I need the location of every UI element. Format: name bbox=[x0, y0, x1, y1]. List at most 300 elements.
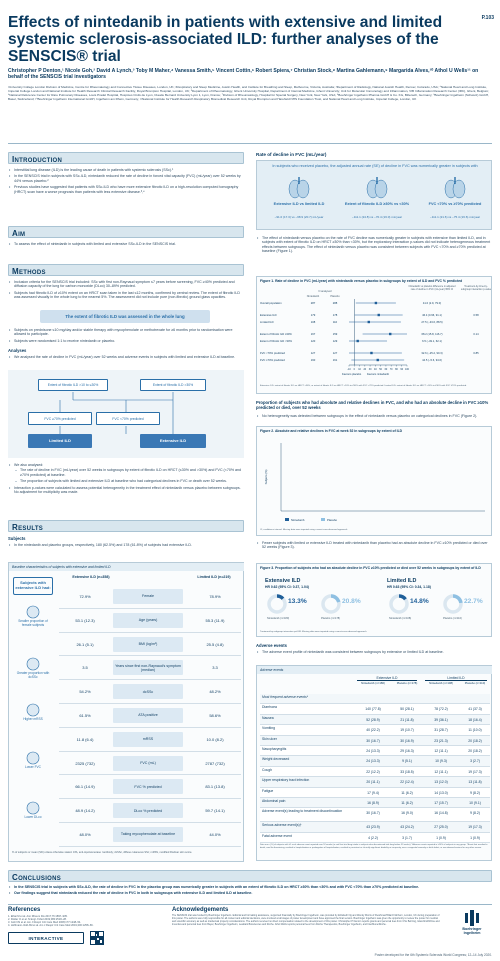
flow-box-fvc-high: FVC ≥70% predicted bbox=[28, 412, 92, 425]
forest-n-placebo: 110 bbox=[332, 321, 338, 324]
adverse-col-head: Placebo (n=178) bbox=[396, 681, 418, 685]
forest-row-label: Extent of fibrotic ILD ≥30% bbox=[260, 333, 292, 336]
adverse-cell: 19 (10.7) bbox=[400, 728, 414, 733]
adverse-cell: 30 (16.7) bbox=[366, 811, 380, 816]
baseline-cell-extensive: 26.1 (5.1) bbox=[76, 641, 94, 647]
logo-line-1: Boehringer bbox=[462, 927, 482, 931]
baseline-row bbox=[59, 633, 241, 657]
forest-tick-label: 30 bbox=[368, 368, 372, 371]
baseline-side-title: Subjects with extensive ILD had: bbox=[13, 577, 53, 595]
forest-tick-label: 10 bbox=[358, 368, 361, 371]
adverse-cell: 30 (16.7) bbox=[366, 738, 380, 743]
conclusions-bullet: • In the SENSCIS trial in subjects with SSc-ILD, the rate of decline in FVC in the placebo group was numerically greater in subjects with an extent of fibrotic ILD on HRCT ≥30% than <30% and with FVC <70% than ≥70% predicted at baseline. bbox=[8, 885, 492, 889]
baseline-cell-label: FVC % predicted bbox=[113, 779, 183, 794]
callout-label: Smaller proportion of female subjects bbox=[18, 619, 48, 627]
adverse-cell: 19 (17.3) bbox=[468, 825, 482, 830]
baseline-cell-label: DLco % predicted bbox=[113, 803, 183, 818]
adverse-cell: 16 (14.8) bbox=[434, 811, 448, 816]
adverse-cell: 43 (24.2) bbox=[400, 825, 414, 830]
figure-1-col-placebo: Placebo bbox=[330, 295, 340, 298]
adverse-cell: 9 (5.1) bbox=[402, 759, 412, 764]
introduction-bullet: • Previous studies have suggested that patients with SSc-ILD who have more extensive fibrotic ILD on a high-resolution computed tomography (HRCT) scan have a worse prognosis than patients with less extensive disease.³,⁴ bbox=[8, 185, 244, 194]
rate-icon-label: Extensive ILD vs limited ILD bbox=[273, 202, 325, 206]
forest-row-label: FVC ≥70% predicted bbox=[260, 359, 285, 362]
adverse-col-heads bbox=[357, 682, 491, 692]
forest-plot bbox=[257, 299, 493, 381]
adverse-cell: 9 (8.2) bbox=[470, 790, 480, 795]
forest-tick-label: 80 bbox=[395, 368, 398, 371]
adverse-cell: 12 (11.1) bbox=[434, 749, 448, 753]
baseline-cell-limited: 44.0% bbox=[209, 832, 221, 837]
adverse-events-table bbox=[256, 665, 492, 861]
adverse-cell: 13 (12.0) bbox=[434, 780, 448, 785]
introduction-bullet: • Interstitial lung disease (ILD) is the leading cause of death in patients with systemic sclerosis (SSc).¹ bbox=[8, 168, 244, 172]
baseline-col-limited: Limited ILD (n=219) bbox=[197, 575, 231, 579]
proportion-bullet: • No heterogeneity was detected between subgroups in the effect of nintedanib versus placebo on categorical declines in FVC (Figure 2). bbox=[256, 414, 492, 418]
methods-list-2 bbox=[8, 328, 244, 345]
forest-n-nintedanib: 108 bbox=[310, 321, 316, 324]
rate-icon-value: −111.1 (24.8) vs −70.4 (16.0) mL/year bbox=[351, 215, 403, 219]
forest-n-nintedanib: 167 bbox=[310, 333, 316, 336]
adverse-label: Adverse events bbox=[256, 643, 287, 648]
forest-tick-label: 40 bbox=[374, 368, 377, 371]
conclusions-list bbox=[8, 885, 492, 898]
adverse-cell: 3 (2.7) bbox=[470, 759, 480, 764]
adverse-cell: 11 (10.0) bbox=[468, 728, 482, 733]
donut-icon bbox=[389, 594, 409, 614]
adverse-cell: 1 (0.9) bbox=[470, 835, 480, 840]
rate-icon-block bbox=[341, 175, 413, 229]
methods-bullet: • Inclusion criteria for the SENSCIS trial included: SSc with first non-Raynaud symptom ≤7 years before screening, FVC ≥40% predicted and diffusion capacity of the lung for carbon monoxide (DLco) 30–89% predicted. bbox=[8, 280, 244, 289]
baseline-cell-label: ATA positive bbox=[113, 708, 183, 723]
adverse-cell: 24 (13.3) bbox=[366, 759, 380, 764]
baseline-cell-extensive: 72.9% bbox=[79, 594, 91, 599]
rate-icon-block bbox=[263, 175, 335, 229]
adverse-bullet: • The adverse event profile of nintedanib was consistent between subgroups by extensive or limited ILD at baseline. bbox=[256, 650, 492, 654]
adverse-row-label: Upper respiratory tract infection bbox=[262, 778, 310, 783]
adverse-cell: 52 (28.9) bbox=[366, 717, 380, 722]
aim-bullet: • To assess the effect of nintedanib in subjects with limited and extensive SSc-ILD in the SENSCIS trial. bbox=[8, 242, 244, 246]
baseline-cell-limited: 59.7 (14.1) bbox=[205, 808, 225, 814]
callout-label: Higher mRSS bbox=[23, 717, 43, 721]
figure-1-panel bbox=[256, 276, 492, 394]
adverse-cell: 13 (11.8) bbox=[468, 780, 482, 785]
donut-limited-nintedanib bbox=[389, 592, 439, 626]
donut-extensive-placebo bbox=[321, 592, 371, 626]
baseline-cell-label: dcSSc bbox=[113, 684, 183, 699]
adverse-row bbox=[260, 788, 490, 798]
footer-divider bbox=[8, 904, 492, 905]
rate-icon-label: FVC <70% vs ≥70% predicted bbox=[428, 202, 482, 206]
baseline-cell-extensive: 61.5% bbox=[79, 713, 91, 718]
callout-icon bbox=[26, 801, 40, 815]
figure-3-caption: Figure 3. Proportion of subjects who had an absolute decline in FVC ≥10% predicted or died over 52 weeks in subgroups by extent of ILD bbox=[260, 566, 481, 570]
baseline-row bbox=[59, 728, 241, 752]
also-analysed-label: We also analysed: bbox=[14, 463, 44, 467]
adverse-cell: 31 (28.7) bbox=[434, 728, 448, 733]
flow-box-limited-ild: Limited ILD bbox=[28, 434, 92, 448]
figure-3-limited-hr: HR 0.63 (95% CI: 0.34, 1.18) bbox=[387, 585, 431, 589]
lung-icon bbox=[287, 176, 311, 200]
adverse-cell: 20 (11.1) bbox=[366, 780, 380, 785]
adverse-row-label: Fatal adverse event bbox=[262, 833, 292, 838]
adverse-cell: 1 (0.9) bbox=[436, 835, 446, 840]
baseline-row bbox=[59, 823, 241, 847]
baseline-cell-label: BMI (kg/m²) bbox=[113, 637, 183, 652]
figure-1-col-diff: Nintedanib vs placebo difference in adjusted rate of decline in FVC (mL/year) 95% CI bbox=[408, 285, 456, 291]
interaction-bullet: • Interaction p-values were calculated to assess potential heterogeneity in the treatment effect of nintedanib versus placebo between subgroups. No adjustment for multiplicity was made. bbox=[8, 486, 244, 495]
baseline-cell-limited: 78.9% bbox=[209, 594, 221, 599]
adverse-group-limited: Limited ILD bbox=[425, 676, 487, 681]
also-analysed-item: – The rate of decline in FVC (mL/year) over 52 weeks in subgroups by extent of fibrotic ILD on HRCT (≤30% and >30%) and FVC (<70% and ≥70% predicted) at baseline. bbox=[14, 468, 244, 477]
figure-3-extensive-label: Extensive ILD bbox=[265, 578, 301, 584]
forest-tick-label: 90 bbox=[400, 368, 404, 371]
rate-banner bbox=[256, 160, 492, 230]
methods-bullet: • Subjects on prednisone ≤10 mg/day and/or stable therapy with mycophenolate or methotrexate for ≥6 months prior to randomisation were allowed to participate. bbox=[8, 328, 244, 337]
references-list bbox=[8, 915, 158, 927]
figure-1-col-n: N analysed bbox=[318, 290, 332, 293]
forest-point bbox=[375, 302, 377, 304]
baseline-callout bbox=[13, 801, 53, 837]
aim-banner bbox=[8, 226, 244, 238]
donut-value: 20.8% bbox=[342, 598, 361, 605]
adverse-cell: 24 (13.3) bbox=[366, 749, 380, 753]
authors: Christopher P Denton,¹ Nicole Goh,² David A Lynch,³ Toby M Maher,⁴ Vanessa Smith,⁵ Vincent Cottin,⁶ Robert Spiera,⁷ Christian Stock,⁸ Martina Gahlemann,⁹ Margarida Alves,¹⁰ Athol U Wells¹¹ on behalf of the SENSCIS trial investigators bbox=[8, 68, 479, 80]
callout-icon bbox=[26, 605, 40, 619]
baseline-cell-extensive: 48.0% bbox=[79, 832, 91, 837]
qr-code-icon[interactable] bbox=[90, 931, 104, 945]
adverse-cell: 43 (23.9) bbox=[366, 825, 380, 830]
forest-ci-text: 27.5 (−33.6, 88.5) bbox=[421, 321, 443, 324]
logo-icon bbox=[465, 910, 479, 926]
forest-p-value: 0.14 bbox=[473, 333, 479, 336]
forest-ci-text: 41.0 (2.9, 79.0) bbox=[422, 302, 442, 305]
aim-heading: Aim bbox=[12, 228, 26, 238]
results-heading: Results bbox=[12, 522, 44, 532]
results-bullet: • In the nintedanib and placebo groups, respectively, 180 (62.5%) and 178 (61.8%) of subjects had extensive ILD. bbox=[8, 543, 244, 547]
forest-n-nintedanib: 179 bbox=[310, 314, 316, 317]
boehringer-logo bbox=[452, 910, 492, 936]
interactive-label: INTERACTIVE bbox=[28, 935, 64, 941]
adverse-cell: 30 (16.9) bbox=[400, 738, 414, 743]
baseline-cell-label: mRSS bbox=[113, 732, 183, 747]
references-heading: References bbox=[8, 907, 41, 913]
baseline-cell-extensive: 3.5 bbox=[82, 665, 88, 671]
adverse-row-label: Nasopharyngitis bbox=[262, 747, 287, 751]
adverse-cell: 40 (22.2) bbox=[366, 728, 380, 733]
baseline-cell-limited: 2787 (732) bbox=[205, 760, 225, 766]
donut-value: 13.3% bbox=[288, 598, 307, 605]
adverse-row bbox=[260, 798, 490, 808]
adverse-row bbox=[260, 808, 490, 822]
donut-group: Nintedanib (n=108) bbox=[389, 617, 412, 620]
methods-callout: The extent of fibrotic ILD was assessed in the whole lung bbox=[40, 310, 210, 323]
fig2-legend-swatch bbox=[285, 518, 289, 521]
forest-ci-text: 32.6 (−25.2, 90.3) bbox=[421, 352, 443, 355]
baseline-col-extensive: Extensive ILD (n=358) bbox=[72, 575, 110, 579]
proportion-bullet: • Fewer subjects with limited or extensive ILD treated with nintedanib than placebo had an absolute decline in FVC ≥10% predicted or died over 52 weeks (Figure 3). bbox=[256, 541, 492, 550]
adverse-row bbox=[260, 767, 490, 777]
forest-tick-label: 20 bbox=[363, 368, 367, 371]
flow-box-extent-high: Extent of fibrotic ILD >30% bbox=[140, 379, 206, 391]
adverse-cell: 21 (11.8) bbox=[400, 717, 414, 722]
baseline-callout bbox=[13, 657, 53, 693]
proportion-list-2 bbox=[256, 541, 492, 552]
figure-1-col-nintedanib: Nintedanib bbox=[306, 295, 320, 298]
baseline-cell-limited: 10.0 (8.2) bbox=[206, 736, 224, 742]
baseline-cell-limited: 83.1 (13.8) bbox=[205, 784, 225, 790]
baseline-cell-extensive: 48.9 (14.2) bbox=[75, 808, 95, 814]
donut-group: Nintedanib (n=180) bbox=[267, 617, 290, 620]
rate-icon-value: −91.0 (17.3) vs −68.9 (20.7) mL/year bbox=[274, 215, 324, 219]
baseline-row bbox=[59, 656, 241, 680]
baseline-cell-label: Age (years) bbox=[113, 613, 183, 628]
adverse-cell: 22 (12.4) bbox=[400, 780, 414, 785]
donut-limited-placebo bbox=[443, 592, 493, 626]
forest-ci-text: 6.5 (−49.1, 62.1) bbox=[422, 340, 442, 343]
adverse-row-label: Skin ulcer bbox=[262, 736, 277, 741]
adverse-cell: 4 (2.2) bbox=[368, 835, 378, 840]
forest-ci-text: 68.2 (15.8, 116.7) bbox=[421, 333, 443, 336]
conclusions-bullet: • Our findings suggest that nintedanib reduced the rate of decline in FVC in both in subgroups with extensive ILD and limited ILD at baseline. bbox=[8, 891, 492, 895]
baseline-cell-extensive: 66.1 (14.9) bbox=[75, 784, 95, 790]
adverse-cell: 20 (18.2) bbox=[468, 749, 482, 753]
baseline-row bbox=[59, 704, 241, 728]
adverse-cell: 78 (72.2) bbox=[434, 707, 448, 712]
adverse-row bbox=[260, 833, 490, 843]
forest-favours-nintedanib: Favours nintedanib bbox=[366, 373, 390, 376]
rate-icon-label: Extent of fibrotic ILD ≥30% vs <30% bbox=[344, 202, 410, 206]
forest-point bbox=[378, 314, 380, 316]
adverse-cell: 29 (16.3) bbox=[400, 749, 414, 753]
donut-value: 14.8% bbox=[410, 598, 429, 605]
adverse-cell: 17 (15.7) bbox=[434, 801, 448, 805]
figure-1-caption: Figure 1. Rate of decline in FVC (mL/year) with nintedanib versus placebo in subgroups by extent of ILD and FVC % predicted bbox=[260, 279, 463, 283]
methods-heading: Methods bbox=[12, 266, 46, 276]
baseline-row bbox=[59, 752, 241, 776]
fig2-y-label: Subjects (%) bbox=[265, 469, 268, 485]
adverse-row-label: Diarrhoea bbox=[262, 705, 277, 710]
baseline-cell-label: Taking mycophenolate at baseline bbox=[113, 827, 183, 842]
baseline-table-title: Baseline characteristics of subjects with extensive and limited ILD bbox=[9, 563, 244, 571]
baseline-row bbox=[59, 775, 241, 799]
adverse-cell: 20 (18.2) bbox=[468, 738, 482, 743]
trachea bbox=[454, 177, 455, 184]
analyses-list bbox=[8, 355, 244, 361]
adverse-row-label: Adverse event(s) leading to treatment discontinuation bbox=[262, 809, 343, 814]
adverse-cell: 11 (6.2) bbox=[401, 790, 413, 795]
presented-at: Poster developed for the 6th Systemic Sclerosis World Congress; 12–14 July 2020. bbox=[374, 953, 492, 957]
methods-bullet: • Subjects were randomised 1:1 to receive nintedanib or placebo. bbox=[8, 339, 244, 343]
callout-icon-bg bbox=[27, 802, 39, 814]
callout-icon-bg bbox=[27, 658, 39, 670]
adverse-cell: 3 (1.7) bbox=[402, 835, 412, 840]
callout-icon bbox=[26, 657, 40, 671]
baseline-cell-limited: 3.3 bbox=[212, 665, 218, 671]
adverse-cell: 50 (28.1) bbox=[400, 707, 414, 712]
forest-tick-label: -10 bbox=[347, 368, 351, 371]
baseline-cell-limited: 55.3 (11.9) bbox=[205, 617, 225, 623]
adverse-cell: 18 (16.4) bbox=[468, 717, 482, 722]
adverse-group-extensive: Extensive ILD bbox=[357, 676, 417, 681]
figure-1-col-p: Treatment-by-time-by-subgroup interaction p-value bbox=[460, 285, 492, 291]
interactive-button[interactable] bbox=[8, 932, 84, 944]
reference-item: 1. Elhai M et al. Ann Rheum Dis 2017;76:1897–905. bbox=[8, 915, 68, 918]
adverse-row bbox=[260, 777, 490, 787]
adverse-cell: 12 (11.1) bbox=[434, 769, 448, 774]
callout-icon bbox=[26, 751, 40, 765]
poster-number: P.103 bbox=[481, 15, 494, 21]
adverse-cell: 16 (9.0) bbox=[401, 811, 413, 816]
rate-section-label: Rate of decline in FVC (mL/year) bbox=[256, 152, 327, 157]
analyses-label: Analyses bbox=[8, 348, 27, 353]
flow-box-extent-low: Extent of fibrotic ILD >10 to ≤30% bbox=[38, 379, 108, 391]
baseline-cell-label: FVC (mL) bbox=[113, 756, 183, 771]
baseline-row bbox=[59, 799, 241, 823]
baseline-row bbox=[59, 680, 241, 704]
adverse-list bbox=[256, 650, 492, 656]
poster-title: Effects of nintedanib in patients with extensive and limited systemic sclerosis-associated ILD: further analyses of the SENSCIS® trial bbox=[8, 14, 443, 65]
figure-1-footnote: Extensive ILD: extent of fibrotic ILD on HRCT >30%, or extent of fibrotic ILD on HRCT >10% to ≤30% with FVC <70% predicted. Limited ILD: extent of fibrotic ILD on HRCT >10% to ≤30% with FVC ≥70% predicted. bbox=[260, 385, 467, 387]
lung-icon bbox=[365, 176, 389, 200]
proportion-label: Proportion of subjects who had absolute and relative declines in FVC, and who had an absolute decline in FVC ≥10% predicted or died, over 52 weeks bbox=[256, 400, 489, 410]
baseline-callouts bbox=[11, 599, 55, 849]
forest-point bbox=[368, 321, 370, 323]
forest-point bbox=[357, 340, 359, 342]
introduction-banner bbox=[8, 152, 244, 164]
rate-list bbox=[256, 236, 492, 256]
reference-item: 2. Distler O et al. N Engl J Med 2019;380:2518–28. bbox=[8, 918, 67, 921]
forest-p-value: 0.85 bbox=[473, 352, 479, 355]
forest-row-label: Overall population bbox=[260, 302, 282, 305]
callout-icon-bg bbox=[27, 704, 39, 716]
acknowledgements-text: The SENSCIS trial was funded by Boehringer Ingelheim. Editorial and formatting assistance, supported financially by Boehringer Ingelheim, was provided by Elizabeth Ng and Wendy Morris of FleishmanHillard Fishburn, London, UK during preparation of this poster. The authors were fully responsible for all content and editorial decisions, were involved at all stages of poster development and have approved the final version. Boehringer Ingelheim was given the opportunity to review the poster for medical and scientific accuracy as well as intellectual property considerations. The authors received no direct compensation related to the development of this poster. Christopher P Denton reports grants and personal fees from CSL Behring, GlaxoSmithKline and Inventiva and personal fees from Bayer, Boehringer Ingelheim, Leadiant Biosciences and Roche. Athol Wells reports personal fees from Roche Therapeutics, Boehringer Ingelheim, and InterMune/Roche. bbox=[172, 914, 440, 926]
adverse-row-label: Abdominal pain bbox=[262, 799, 286, 803]
forest-n-placebo: 178 bbox=[332, 314, 338, 317]
forest-row-label: Limited ILD bbox=[260, 321, 274, 324]
forest-tick-label: 0 bbox=[353, 368, 355, 371]
methods-banner bbox=[8, 264, 244, 276]
adverse-table-title: Adverse events bbox=[257, 666, 492, 674]
forest-point bbox=[377, 359, 379, 361]
adverse-cell: 10 (9.1) bbox=[469, 801, 481, 805]
baseline-cell-limited: 25.5 (4.8) bbox=[206, 641, 224, 647]
baseline-footnote: % of subjects or mean (SD) unless otherwise stated. ATA, anti-topoisomerase I antibody; dcSSc, diffuse cutaneous SSc; mRSS, modified Rodnan skin score. bbox=[12, 851, 193, 854]
callout-label: Lower FVC bbox=[25, 765, 41, 769]
adverse-cell: 23 (21.3) bbox=[434, 738, 448, 743]
rate-icon-block bbox=[419, 175, 491, 229]
donut-group: Placebo (n=178) bbox=[321, 617, 341, 620]
forest-n-placebo: 159 bbox=[332, 333, 338, 336]
reference-item: 3. Goh NS et al. Am J Respir Crit Care Med 2008;177:1248–54. bbox=[8, 921, 82, 924]
methods-list bbox=[8, 280, 244, 302]
also-analysed-list bbox=[8, 463, 244, 496]
analyses-bullet: • We analysed the rate of decline in FVC (mL/year) over 52 weeks and adverse events in subjects with limited and extensive ILD at baseline. bbox=[8, 355, 244, 359]
also-analysed-item: – The proportion of subjects with limited and extensive ILD at baseline who had categorical declines in FVC or death over 52 weeks. bbox=[14, 479, 244, 483]
figure-2-caption: Figure 2. Absolute and relative declines in FVC at week 52 in subgroups by extent of ILD bbox=[260, 429, 403, 433]
forest-tick-label: 50 bbox=[379, 368, 382, 371]
forest-n-placebo: 127 bbox=[332, 352, 338, 355]
figure-3-panel bbox=[256, 563, 492, 637]
forest-row-label: Extent of fibrotic ILD <30% bbox=[260, 340, 292, 343]
adverse-footnote: Data are n (%) of subjects with ≥1 such adverse event reported over 52 weeks (or until last trial drug intake in subjects who discontinued trial drug before 52 weeks). *Adverse events reported in ≥10% of subjects in any group. †Event that resulted in death, was life-threatening, resulted in hospitalisation or prolongation of hospitalisation, resulted in persistent or clinically significant disability or incapacity, was a congenital anomaly or birth defect, or was deemed serious for any other reason. bbox=[260, 844, 488, 849]
adverse-row bbox=[260, 736, 490, 746]
adverse-row-label: Cough bbox=[262, 767, 272, 772]
adverse-row bbox=[260, 725, 490, 735]
adverse-row bbox=[260, 704, 490, 714]
donut-icon bbox=[443, 594, 463, 614]
forest-n-placebo: 129 bbox=[332, 340, 338, 343]
adverse-row-label: Vomiting bbox=[262, 726, 276, 731]
fig2-legend-swatch bbox=[321, 518, 325, 521]
forest-favours-placebo: Favours placebo bbox=[342, 373, 362, 376]
fig2-legend-label: Placebo bbox=[327, 517, 338, 522]
lung-icon bbox=[443, 176, 467, 200]
forest-n-nintedanib: 160 bbox=[310, 359, 316, 362]
baseline-cell-label: Years since first non-Raynaud's symptom (median) bbox=[113, 660, 183, 675]
forest-ci-text: 46.4 (0.96, 91.1) bbox=[422, 314, 442, 317]
adverse-col-head: Nintedanib (n=108) bbox=[429, 681, 453, 685]
donut-icon bbox=[321, 594, 341, 614]
callout-icon bbox=[26, 703, 40, 717]
adverse-row-label: Nausea bbox=[262, 715, 274, 720]
callout-icon-bg bbox=[27, 606, 39, 618]
adverse-row-label: Fatigue bbox=[262, 788, 274, 793]
forest-row-label: Extensive ILD bbox=[260, 314, 277, 317]
adverse-row bbox=[260, 756, 490, 766]
baseline-cell-extensive: 2325 (732) bbox=[75, 760, 95, 766]
baseline-cell-label: Female bbox=[113, 589, 183, 604]
adverse-row-label: Weight decreased bbox=[262, 757, 290, 762]
rate-bullet: • The effect of nintedanib versus placebo on the rate of FVC decline was numerically greater in subjects with extensive than limited ILD, and in subjects with extent of fibrotic ILD on HRCT ≥30% than <30%, but the exploratory interaction p-values did not indicate heterogeneous treatment effects between subgroups. The effect of nintedanib versus placebo was consistent between subjects with FVC <70% and ≥70% predicted at baseline (Figure 1). bbox=[256, 236, 492, 254]
figure-3-footnote: Treatment-by-subgroup interaction p=0.88. Missing data were imputed using a worst-case-observed approach. bbox=[260, 631, 367, 633]
figure-2-chart bbox=[261, 437, 489, 527]
adverse-row bbox=[260, 822, 490, 832]
callout-icon-bg bbox=[27, 752, 39, 764]
adverse-cell: 16 (8.9) bbox=[367, 801, 379, 805]
aim-list bbox=[8, 242, 244, 248]
conclusions-banner bbox=[8, 870, 492, 882]
methods-bullet: • Subjects had fibrotic ILD of ≥10% extent on an HRCT scan taken in the last ≤12 months, confirmed by central review. The extent of fibrotic ILD was assessed visually in the whole lung to the nearest 5%. The assessment did not include pure (non-fibrotic) ground glass opacities. bbox=[8, 291, 244, 300]
introduction-heading: Introduction bbox=[12, 154, 63, 164]
reference-item: 4. Hoffmann-Vold AM et al. Am J Respir Crit Care Med 2019;200:1258–66. bbox=[8, 924, 94, 927]
adverse-cell: 140 (77.8) bbox=[365, 707, 381, 712]
flow-box-fvc-low: FVC <70% predicted bbox=[96, 412, 160, 425]
forest-point bbox=[389, 333, 391, 335]
adverse-row bbox=[260, 694, 490, 704]
forest-n-placebo: 161 bbox=[332, 359, 338, 362]
adverse-col-head: Nintedanib (n=180) bbox=[361, 681, 385, 685]
subjects-label: Subjects bbox=[8, 536, 26, 541]
baseline-cell-extensive: 53.1 (12.3) bbox=[75, 617, 95, 623]
fig2-legend-label: Nintedanib bbox=[291, 517, 305, 522]
baseline-cell-limited: 48.2% bbox=[209, 689, 221, 695]
baseline-callout bbox=[13, 703, 53, 739]
baseline-cell-extensive: 11.8 (6.4) bbox=[76, 736, 94, 742]
adverse-cell: 19 (17.3) bbox=[468, 769, 482, 774]
figure-3-extensive-hr: HR 0.62 (95% CI: 0.37, 1.04) bbox=[265, 585, 309, 589]
forest-n-nintedanib: 287 bbox=[310, 302, 316, 305]
rate-banner-text: In subjects who received placebo, the adjusted annual rate (SE) of decline in FVC was numerically greater in subjects with bbox=[272, 164, 478, 168]
forest-tick-label: 60 bbox=[384, 368, 388, 371]
acknowledgements-heading: Acknowledgements bbox=[172, 907, 229, 913]
results-list bbox=[8, 543, 244, 549]
rate-icons bbox=[257, 175, 493, 231]
affiliations: ¹University College London Division of Medicine, Centre for Rheumatology and Connective Tissue Diseases, London, UK; ²Respiratory and Sleep Medicine, Austin Health, and Institute for Breathing and Sleep, Melbourne, Victoria, Australia; ³Department of Radiology, National Jewish Health, Denver, Colorado, USA; ⁴National Heart and Lung Institute, Imperial College London and National Institute for Health Research Clinical Research Facility, Royal Brompton Hospital, London, UK; ⁵Department of Rheumatology, Ghent University Hospital, Department of Internal Medicine, Ghent University; Unit for Molecular Immunology and Inflammation, VIB Inflammation Research Center (IRC), Ghent, Belgium; ⁶National Reference Center for Rare Pulmonary Diseases, Louis Pradel Hospital, Hospices Civils de Lyon, Claude Bernard University Lyon 1, Lyon, France; ⁷Division of Rheumatology, Hospital for Special Surgery, New York, New York, USA; ⁸Boehringer Ingelheim Pharma GmbH & Co. KG, Biberach, Germany; ⁹Boehringer Ingelheim (Schweiz) GmbH, Basel, Switzerland; ¹⁰Boehringer Ingelheim International GmbH, Ingelheim am Rhein, Germany; ¹¹National Institute for Health Research Respiratory Biomedical Research Unit, Royal Brompton and Harefield NHS Foundation Trust, and National Heart and Lung Institute, Imperial College, London, UK bbox=[8, 85, 490, 101]
adverse-cell: 22 (12.2) bbox=[366, 769, 380, 774]
adverse-cell: 10 (9.3) bbox=[435, 759, 447, 764]
donut-icon bbox=[267, 594, 287, 614]
